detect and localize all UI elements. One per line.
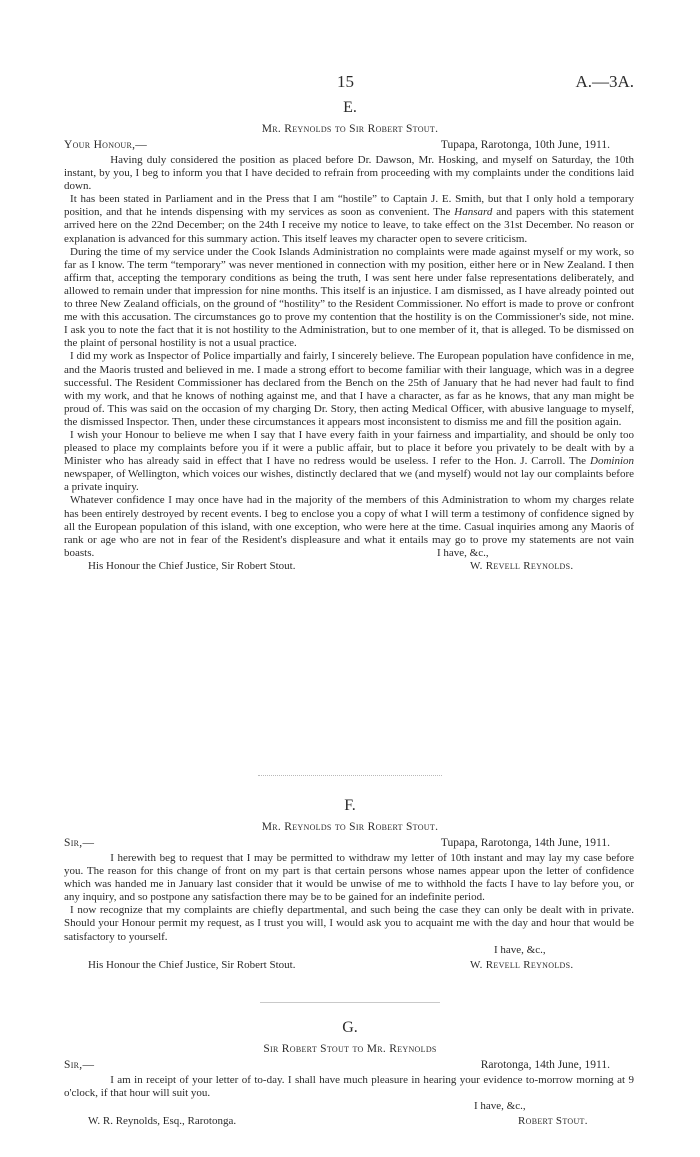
- document-reference: A.—3A.: [575, 72, 634, 91]
- paragraph: Having duly considered the position as placed before Dr. Dawson, Mr. Hosking, and myself on Saturday, the 10th instant, by you, I beg to inform you that I have decided to refrain from proceeding with my complaints under the conditions laid down.: [64, 154, 634, 193]
- letter-body: [64, 1074, 634, 1100]
- hansard-italic: Hansard: [454, 206, 493, 219]
- salutation: Your Honour,—: [64, 139, 148, 151]
- closing: I have, &c.,: [494, 943, 546, 956]
- signature: W. Revell Reynolds.: [470, 559, 574, 572]
- separator-dotted: [258, 775, 442, 776]
- page-number: 15: [337, 72, 354, 91]
- signature-line: [0, 1115, 700, 1128]
- paragraph: During the time of my service under the Cook Islands Administration no complaints were made against myself or my work, so far as I know. The term “temporary” was never mentioned in connection with my position, either here or in New Zealand. I then affirm that, accepting the temporary conditions as being the truth, I was sent here under false representations deliberately, and allowed to remain under that impression for nine months. This itself is an injustice. I am dismissed, as I have already pointed out to three New Zealand officials, on the ground of “hostility” to the Resident Commissioner. No effort is made to prove or confront me with this accusation. The circumstances go to prove my contention that the hostility is on the Commissioner's side, not mine. I ask you to note the fact that it is not hostility to the Administration, but to one member of it, that is alleged. To be dismissed on the plaint of personal hostility is not a usual practice.: [64, 245, 634, 350]
- signature-line: [0, 560, 700, 573]
- letter-e: [0, 97, 700, 573]
- addressee: W. R. Reynolds, Esq., Rarotonga.: [88, 1115, 237, 1128]
- paragraph: Whatever confidence I may once have had in the majority of the members of this Administration to whom my charges relate has been entirely destroyed by recent events. I beg to enclose you a copy of what I will term a testimony of confidence signed by all the European population of this island, with one exception, who were here at the time. Casual inquiries among any Maoris of rank or age who are not in fear of the Resident's displeasure and what it entails may go to prove my statements are not vain boasts.: [64, 494, 634, 559]
- dominion-italic: Dominion: [590, 455, 634, 468]
- paragraph: I did my work as Inspector of Police impartially and fairly, I sincerely believe. The European population have confidence in me, and the Maoris trusted and believed in me. I made a strong effort to become familiar with their language, which was in a degree successful. The Resident Commissioner has declared from the Bench on the 25th of January that he had never had fault to find with my work, and that he knows of nothing against me, and that I have a character, as far as he knows, that any man might be proud of. This was said on the occasion of my charging Dr. Story, then acting Medical Officer, with abusive language to myself, the dismissed Inspector. Then, under these circumstances it appears most inconsistent to dismiss me and fill the position again.: [64, 350, 634, 428]
- page-header: [0, 72, 700, 94]
- letter-body: [64, 852, 634, 944]
- paragraph: I wish your Honour to believe me when I say that I have every faith in your fairness and impartiality, and should be only too pleased to place my complaints before you if it were a public affair, but to place it before you privately to be dealt with by a Minister who has already said in effect that I have no redress would be useless. I refer to the Hon. J. Carroll. The Dominion newspaper, of Wellington, which voices our wishes, distinctly declared that we (and myself) would not lay our complaints before a private inquiry.: [64, 428, 634, 494]
- paragraph: I herewith beg to request that I may be permitted to withdraw my letter of 10th instant and may lay my case before you. The reason for this change of front on my part is that certain persons whose names appear upon the letter of confidence which was handed me in January last consider that it would be unwise of me to withhold the facts I have to lay before you, or any inquiry, and so postpone any satisfaction there may be to be gained for an indefinite period.: [64, 852, 634, 904]
- place-date: Tupapa, Rarotonga, 14th June, 1911.: [440, 837, 610, 849]
- closing: I have, &c.,: [437, 546, 489, 559]
- signature: Robert Stout.: [518, 1115, 588, 1128]
- salutation: Sir,—: [64, 837, 95, 849]
- letter-title: Mr. Reynolds to Sir Robert Stout.: [261, 123, 439, 135]
- separator-line: [260, 1002, 440, 1003]
- signature-line: [0, 959, 700, 972]
- letter-g: [0, 1018, 700, 1128]
- letter-dateline: [0, 837, 700, 852]
- letter-dateline: [0, 1059, 700, 1074]
- salutation: Sir,—: [64, 1059, 95, 1071]
- letter-mark: G.: [342, 1019, 358, 1036]
- paragraph: It has been stated in Parliament and in the Press that I am “hostile” to Captain J. E. Smith, but that I only hold a temporary position, and that he intends dispensing with my services as soon as convenient. The Hansard and papers with this statement arrived here on the 22nd December; on the 24th I receive my notice to leave, to take effect on the 31st December. No reason or explanation is advanced for this summary action. This itself leaves my character open to severe criticism.: [64, 193, 634, 245]
- letter-dateline: [0, 139, 700, 154]
- closing-line: [0, 944, 700, 957]
- letter-mark: F.: [344, 797, 356, 814]
- addressee: His Honour the Chief Justice, Sir Robert Stout.: [88, 958, 296, 971]
- letter-mark: E.: [343, 99, 357, 116]
- letter-f: [0, 796, 700, 972]
- letter-title: Sir Robert Stout to Mr. Reynolds: [263, 1043, 437, 1055]
- paragraph: I am in receipt of your letter of to-day. I shall have much pleasure in hearing your evidence to-morrow morning at 9 o'clock, if that hour will suit you.: [64, 1074, 634, 1100]
- letter-title: Mr. Reynolds to Sir Robert Stout.: [261, 821, 439, 833]
- place-date: Rarotonga, 14th June, 1911.: [480, 1059, 610, 1071]
- closing-line: [0, 1100, 700, 1113]
- paragraph: I now recognize that my complaints are chiefly departmental, and such being the case they can only be dealt with in private. Should your Honour permit my request, as I trust you will, I would ask you to acquaint me with the day and hour that would be satisfactory to yourself.: [64, 904, 634, 943]
- letter-body: [64, 154, 634, 560]
- addressee: His Honour the Chief Justice, Sir Robert Stout.: [88, 559, 296, 572]
- place-date: Tupapa, Rarotonga, 10th June, 1911.: [440, 139, 610, 151]
- closing: I have, &c.,: [474, 1100, 526, 1113]
- signature: W. Revell Reynolds.: [470, 958, 574, 971]
- closing-line: [0, 547, 700, 560]
